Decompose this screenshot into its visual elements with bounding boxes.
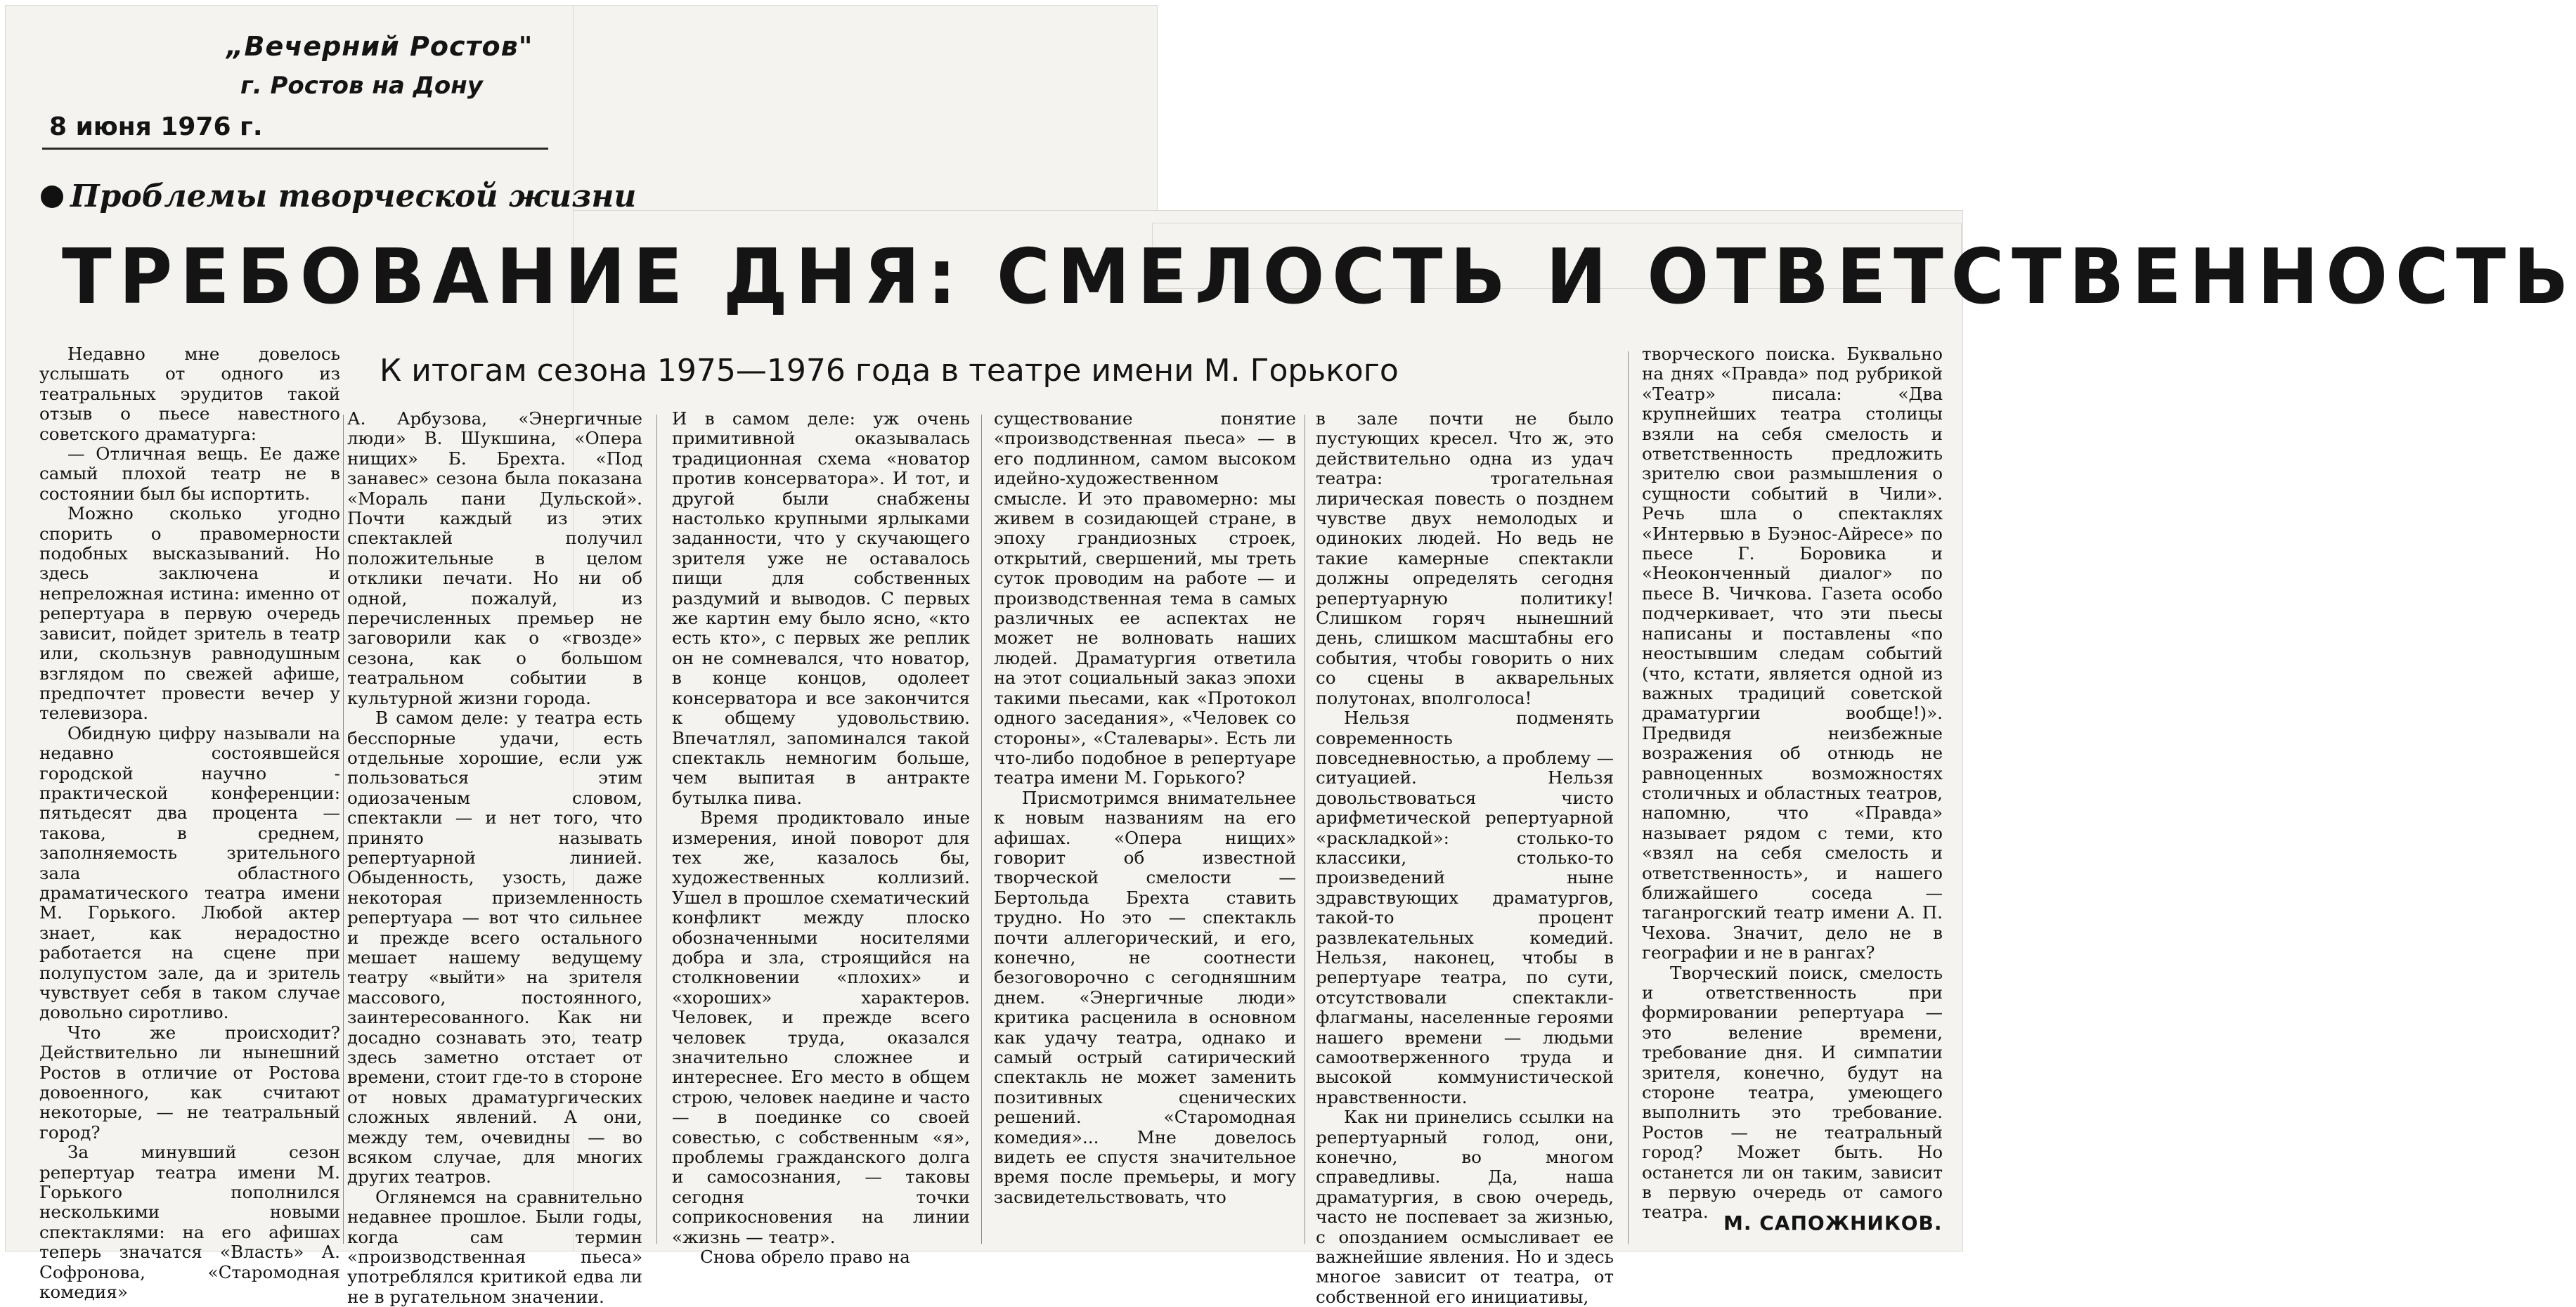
rubric-text: Проблемы творческой жизни [70,178,637,214]
paragraph: Снова обрело право на [700,1247,910,1268]
article-column-3 [672,408,970,1268]
paragraph: в зале почти не было пустующих кресел. Что ж, это действительно одна из удач театра: трогательная лирическая повесть о позднем чувстве двух немолодых и одиноких людей. Но ведь не такие камерные спектакли должны определять сегодня репертуарную политику! Слишком горяч нынешний день, слишком масштабны его события, чтобы говорить о них со сцены в акварельных полутонах, вполголоса! [1316,408,1614,708]
paragraph: В самом деле: у театра есть бесспорные удачи, есть отдельные хорошие, если уж пользоваться этим одиозаченым словом, спектакли — и нет того, что принято называть репертуарной линией. Обыденность, узость, даже некоторая приземленность репертуара — вот что сильнее и прежде всего остального мешает нашему ведущему театру «выйти» на зрителя массового, постоянного, заинтересованного. Как ни досадно сознавать это, театр здесь заметно отстает от времени, стоит где-то в стороне от новых драматургических сложных явлений. А они, между тем, очевидны — во всяком случае, для многих других театров. [347,708,642,1188]
paragraph: И в самом деле: уж очень примитивной оказывалась традиционная схема «новатор против консерватора». И тот, и другой были снабжены настолько крупными ярлыками заданности, что у скучающего зрителя уже не оставалось пищи для собственных раздумий и выводов. С первых же картин ему было ясно, «кто есть кто», с первых же реплик он не сомневался, что новатор, в конце концов, одолеет консерватора и все закончится к общему удовольствию. Впечатлял, запоминался такой спектакль немногим больше, чем выпитая в антракте бутылка пива. [672,408,970,808]
column-rule [343,415,344,1244]
paragraph: Можно сколько угодно спорить о правомерности подобных высказываний. Но здесь заключена и непреложная истина: именно от репертуара в первую очередь зависит, пойдет зритель в театр или, скользнув равнодушным взглядом по свежей афише, предпочтет провести вечер у телевизора. [39,503,340,724]
paragraph: Нельзя подменять современность повседневностью, а проблему — ситуацией. Нельзя довольствоваться чисто арифметической репертуарной «раскладкой»: столько-то классики, столько-то произведений ныне здравствующих драматургов, такой-то процент развлекательных комедий. Нельзя, наконец, чтобы в репертуаре театра, по сути, отсутствовали спектакли-флагманы, населенные героями нашего времени — людьми самоотверженного труда и высокой коммунистической нравственности. [1316,708,1614,1107]
column-rule [981,415,982,1244]
paragraph: Недавно мне довелось услышать от одного из театральных эрудитов такой отзыв о пьесе навестного советского драматурга: [39,344,340,444]
paragraph: — Отличная вещь. Ее даже самый плохой театр не в состоянии был бы испортить. [39,443,340,504]
bullet-icon [41,186,63,208]
issue-date: 8 июня 1976 г. [49,112,263,141]
paragraph: А. Арбузова, «Энергичные люди» В. Шукшина, «Опера нищих» Б. Брехта. «Под занавес» сезона была показана «Мораль пани Дульской». Почти каждый из этих спектаклей получил положительные в целом отклики печати. Но ни об одной, пожалуй, из перечисленных премьер не заговорили как о «гвозде» сезона, как о большом театральном событии в культурной жизни города. [347,408,642,708]
article-column-6 [1642,344,1943,1251]
paragraph: творческого поиска. Буквально на днях «Правда» под рубрикой «Театр» писала: «Два крупнейших театра столицы взяли на себя смелость и ответственность предложить зрителю свои размышления о сущности событий в Чили». Речь шла о спектаклях «Интервью в Буэнос-Айресе» по пьесе Г. Боровика и «Неоконченный диалог» по пьесе В. Чичкова. Газета особо подчеркивает, что эти пьесы написаны и поставлены «по неостывшим следам событий (что, кстати, является одной из важных традиций советской драматургии вообще!)». Предвидя неизбежные возражения об отнюдь не равноценных возможностях столичных и областных театров, напомню, что «Правда» называет рядом с теми, кто «взял на себя смелость и ответственность», и нашего ближайшего соседа — таганрогский театр имени А. П. Чехова. Значит, дело не в географии и не в рангах? [1642,344,1943,963]
paragraph: Как ни принелись ссылки на репертуарный голод, они, конечно, во многом справедливы. Да, наша драматургия, в свою очередь, часто не поспевает за жизнью, с опозданием осмысливает ее важнейшие явления. Но и здесь многое зависит от театра, от собственной его инициативы, [1316,1107,1614,1307]
paragraph: Обидную цифру называли на недавно состоявшейся городской научно - практической конференции: пятьдесят два процента — такова, в среднем, заполняемость зрительного зала областного драматического театра имени М. Горького. Любой актер знает, как нерадостно работается на сцене при полупустом зале, да и зритель чувствует себя в таком случае довольно сиротливо. [39,722,340,1023]
paragraph: Творческий поиск, смелость и ответственность при формировании репертуара — это веление времени, требование дня. И симпатии зрителя, конечно, будут на стороне театра, умеющего выполнить это требование. Ростов — не театральный город? Может быть. Но останется ли он таким, зависит в первую очередь от самого театра. [1642,962,1943,1223]
paragraph: Присмотримся внимательнее к новым названиям на его афишах. «Опера нищих» говорит об известной творческой смелости — Бертольда Брехта ставить трудно. Но это — спектакль почти аллегорический, и его, конечно, не соотнести безоговорочно с сегодняшним днем. «Энергичные люди» критика расценила в основном как удачу театра, однако и самый острый сатирический спектакль не может заменить позитивных сценических решений. «Старомодная комедия»... Мне довелось видеть ее спустя значительное время после премьеры, и могу засвидетельствовать, что [994,787,1296,1207]
paragraph: Время продиктовало иные измерения, иной поворот для тех же, казалось бы, художественных коллизий. Ушел в прошлое схематический конфликт между плоско обозначенными носителями добра и зла, строящийся на столкновении «плохих» и «хороших» характеров. Человек, и прежде всего человек труда, оказался значительно сложнее и интереснее. Его место в общем строю, человек наедине и часто — в поединке со своей совестью, с собственным «я», проблемы гражданского долга и самосознания, — таковы сегодня точки соприкосновения на линии «жизнь — театр». [672,807,970,1247]
author-signature: М. САПОЖНИКОВ. [1723,1211,1943,1235]
paragraph: Оглянемся на сравнительно недавнее прошлое. Были годы, когда сам термин «производственная пьеса» употреблялся критикой едва ли не в ругательном значении. [347,1186,642,1307]
subheadline: К итогам сезона 1975—1976 года в театре имени М. Горького [380,353,1399,389]
newspaper-name: „Вечерний Ростов" [226,31,533,62]
masthead [42,28,548,150]
rubric [41,178,636,214]
newspaper-city: г. Ростов на Дону [240,72,483,100]
article-column-1 [39,344,340,1303]
paper-top-middle-piece [574,6,1157,216]
paragraph: существование понятие «производственная пьеса» — в его подлинном, самом высоком идейно-художественном смысле. И это правомерно: мы живем в созидающей стране, в эпоху грандиозных строек, открытий, свершений, мы треть суток проводим на работе — и производственная тема в самых различных ее аспектах не может не волновать наших людей. Драматургия ответила на этот социальный заказ эпохи такими пьесами, как «Протокол одного заседания», «Человек со стороны», «Сталевары». Есть ли что-либо подобное в репертуаре театра имени М. Горького? [994,408,1296,788]
paragraph: За минувший сезон репертуар театра имени М. Горького пополнился несколькими новыми спектаклями: на его афишах теперь значатся «Власть» А. Софронова, «Старомодная комедия» [39,1142,340,1303]
article-column-2 [347,408,642,1307]
article-column-5 [1316,408,1614,1307]
column-rule [1628,351,1629,1244]
paragraph: Что же происходит? Действительно ли нынешний Ростов в отличие от Ростова довоенного, как считают некоторые, — не театральный город? [39,1022,340,1143]
article-column-4 [994,409,1296,1251]
column-rule [656,415,657,1244]
headline: ТРЕБОВАНИЕ ДНЯ: СМЕЛОСТЬ И ОТВЕТСТВЕННОСТЬ [62,233,2576,321]
